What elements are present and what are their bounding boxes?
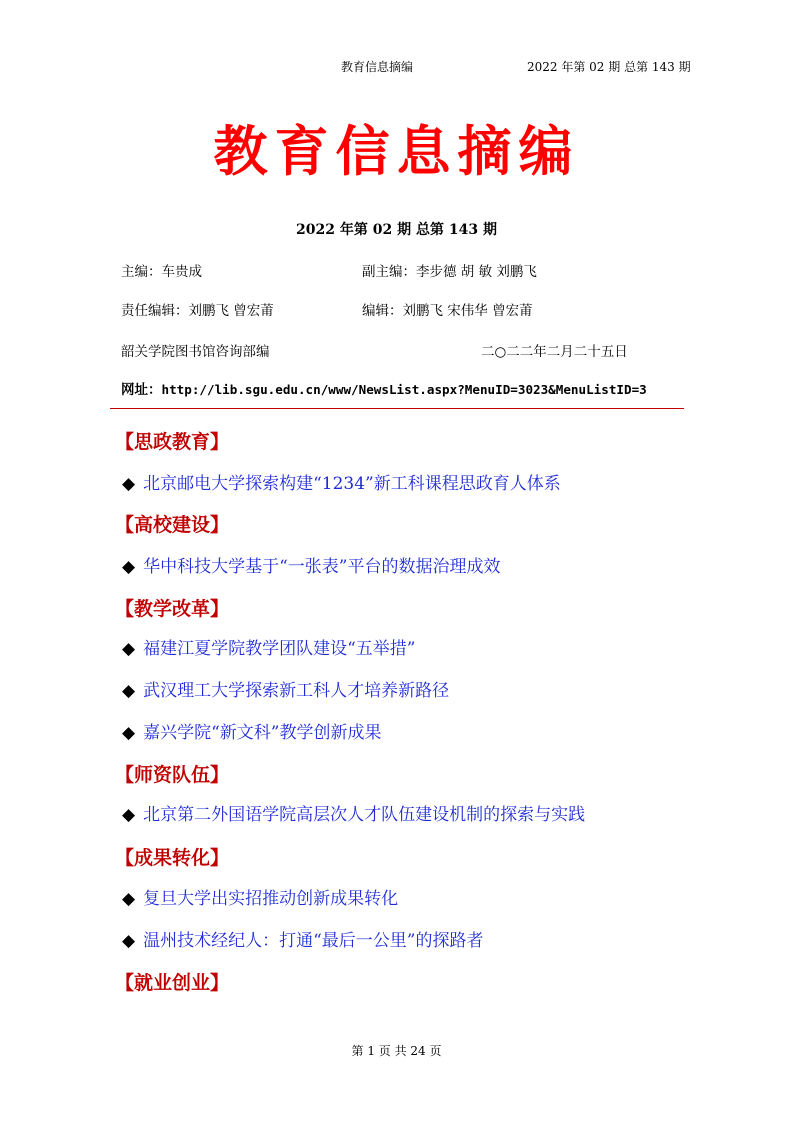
website-line <box>121 378 647 398</box>
running-header-issue: 2022 年第 02 期 总第 143 期 <box>527 60 691 74</box>
section-title-university-building: 【高校建设】 <box>115 514 230 536</box>
diamond-bullet-icon: ◆ <box>122 474 136 494</box>
publisher: 韶关学院图书馆咨询部编 <box>121 344 270 360</box>
deputy-editors: 副主编：李步德 胡 敏 刘鹏飞 <box>362 264 537 280</box>
toc-item-label[interactable]: 华中科技大学基于“一张表”平台的数据治理成效 <box>143 557 501 577</box>
diamond-bullet-icon: ◆ <box>122 681 136 701</box>
running-header-title: 教育信息摘编 <box>341 60 414 74</box>
toc-item-link[interactable] <box>122 469 561 494</box>
toc-item-link[interactable] <box>122 926 483 951</box>
masthead-title: 教育信息摘编 <box>213 120 580 183</box>
toc-item-link[interactable] <box>122 634 415 659</box>
toc-item-label[interactable]: 北京第二外国语学院高层次人才队伍建设机制的探索与实践 <box>143 805 586 825</box>
diamond-bullet-icon: ◆ <box>122 931 136 951</box>
toc-item-label[interactable]: 复旦大学出实招推动创新成果转化 <box>143 889 399 909</box>
website-url-link[interactable]: http://lib.sgu.edu.cn/www/NewsList.aspx?MenuID=3023&MenuListID=3 <box>161 382 647 397</box>
diamond-bullet-icon: ◆ <box>122 557 136 577</box>
diamond-bullet-icon: ◆ <box>122 889 136 909</box>
section-title-faculty: 【师资队伍】 <box>115 764 230 786</box>
diamond-bullet-icon: ◆ <box>122 723 136 743</box>
responsible-editors: 责任编辑：刘鹏飞 曾宏莆 <box>121 303 274 319</box>
diamond-bullet-icon: ◆ <box>122 639 136 659</box>
editors: 编辑：刘鹏飞 宋伟华 曾宏莆 <box>362 303 533 319</box>
publish-date: 二○二二年二月二十五日 <box>481 344 628 360</box>
header-divider <box>110 408 684 409</box>
chief-editor: 主编：车贵成 <box>121 264 202 280</box>
toc-item-label[interactable]: 武汉理工大学探索新工科人才培养新路径 <box>143 681 450 701</box>
toc-item-link[interactable] <box>122 800 585 825</box>
toc-item-label[interactable]: 北京邮电大学探索构建“1234”新工科课程思政育人体系 <box>143 474 561 494</box>
diamond-bullet-icon: ◆ <box>122 805 136 825</box>
running-header <box>0 58 793 76</box>
toc-item-link[interactable] <box>122 552 500 577</box>
toc-item-link[interactable] <box>122 884 398 909</box>
section-title-teaching-reform: 【教学改革】 <box>115 598 230 620</box>
section-title-ideology: 【思政教育】 <box>115 431 230 453</box>
toc-item-label[interactable]: 福建江夏学院教学团队建设“五举措” <box>143 639 416 659</box>
issue-number: 2022 年第 02 期 总第 143 期 <box>296 222 497 238</box>
toc-item-link[interactable] <box>122 718 381 743</box>
toc-item-label[interactable]: 温州技术经纪人：打通“最后一公里”的探路者 <box>143 931 484 951</box>
toc-item-label[interactable]: 嘉兴学院“新文科”教学创新成果 <box>143 723 382 743</box>
website-label: 网址： <box>121 382 162 398</box>
section-title-achievement-transfer: 【成果转化】 <box>115 847 230 869</box>
page-footer: 第 1 页 共 24 页 <box>351 1044 442 1058</box>
toc-item-link[interactable] <box>122 676 449 701</box>
section-title-employment: 【就业创业】 <box>115 972 230 994</box>
